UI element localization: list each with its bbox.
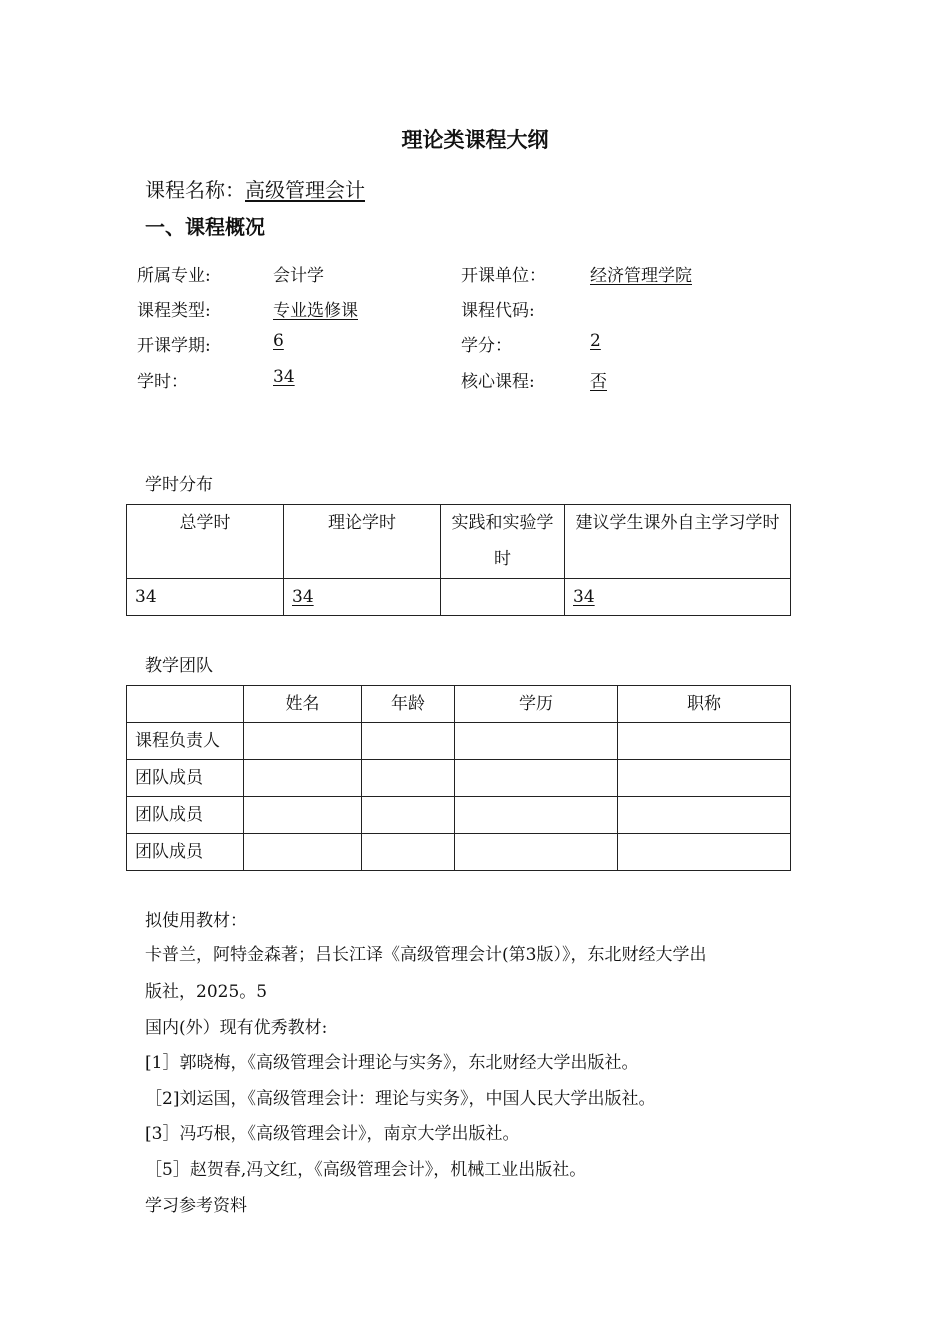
hours-value-total: 34 xyxy=(127,579,284,616)
team-age-cell xyxy=(362,723,455,760)
team-name-cell xyxy=(244,834,362,871)
team-name-cell xyxy=(244,797,362,834)
type-label: 课程类型: xyxy=(137,301,211,321)
dept-value: 经济管理学院 xyxy=(590,266,692,286)
team-age-cell xyxy=(362,760,455,797)
team-education-cell xyxy=(455,797,618,834)
team-header-education: 学历 xyxy=(455,686,618,723)
reference-item: ［5］赵贺春,冯文红，《高级管理会计》，机械工业出版社。 xyxy=(145,1160,587,1180)
team-education-cell xyxy=(455,834,618,871)
textbook-label: 拟使用教材： xyxy=(145,911,247,931)
team-name-cell xyxy=(244,723,362,760)
hours-table xyxy=(126,504,791,616)
textbook-line-2: 版社，2025。5 xyxy=(145,982,268,1002)
team-title-cell xyxy=(618,834,791,871)
hours-value-theory: 34 xyxy=(284,579,441,616)
team-header-title: 职称 xyxy=(618,686,791,723)
team-role-cell: 团队成员 xyxy=(127,834,244,871)
team-age-cell xyxy=(362,834,455,871)
team-education-cell xyxy=(455,760,618,797)
team-education-cell xyxy=(455,723,618,760)
team-table-caption: 教学团队 xyxy=(145,656,213,676)
document-title: 理论类课程大纲 xyxy=(401,128,549,152)
hours-header-practice: 实践和实验学时 xyxy=(441,505,565,579)
major-label: 所属专业: xyxy=(137,266,211,286)
table-row xyxy=(127,723,791,760)
hours-header-selfstudy: 建议学生课外自主学习学时 xyxy=(565,505,791,579)
reference-item: ［2]刘运国，《高级管理会计：理论与实务》，中国人民大学出版社。 xyxy=(145,1089,656,1109)
table-row xyxy=(127,760,791,797)
references-label: 国内(外）现有优秀教材: xyxy=(145,1018,328,1038)
team-table-header-row xyxy=(127,686,791,723)
hours-label: 学时： xyxy=(137,372,188,392)
type-value: 专业选修课 xyxy=(273,301,358,321)
team-name-cell xyxy=(244,760,362,797)
core-value: 否 xyxy=(590,372,607,392)
hours-value-practice xyxy=(441,579,565,616)
hours-header-total: 总学时 xyxy=(127,505,284,579)
team-age-cell xyxy=(362,797,455,834)
credit-label: 学分： xyxy=(461,336,512,356)
core-label: 核心课程: xyxy=(461,372,535,392)
semester-value: 6 xyxy=(273,331,284,351)
major-value: 会计学 xyxy=(273,266,324,286)
section-heading-overview: 一、课程概况 xyxy=(145,215,265,239)
course-name xyxy=(145,174,365,203)
textbook-line-1: 卡普兰，阿特金森著；吕长江译《高级管理会计(第3版）》，东北财经大学出 xyxy=(145,945,707,965)
team-table xyxy=(126,685,791,871)
team-header-age: 年龄 xyxy=(362,686,455,723)
reference-item: [3］冯巧根，《高级管理会计》，南京大学出版社。 xyxy=(145,1124,520,1144)
team-header-role xyxy=(127,686,244,723)
course-name-value: 高级管理会计 xyxy=(245,178,365,202)
hours-value-selfstudy: 34 xyxy=(565,579,791,616)
team-role-cell: 团队成员 xyxy=(127,760,244,797)
table-row xyxy=(127,797,791,834)
table-row xyxy=(127,834,791,871)
team-title-cell xyxy=(618,723,791,760)
team-role-cell: 课程负责人 xyxy=(127,723,244,760)
team-role-cell: 团队成员 xyxy=(127,797,244,834)
team-title-cell xyxy=(618,760,791,797)
dept-label: 开课单位： xyxy=(461,266,546,286)
hours-table-header-row xyxy=(127,505,791,579)
team-header-name: 姓名 xyxy=(244,686,362,723)
reference-item: [1］郭晓梅，《高级管理会计理论与实务》，东北财经大学出版社。 xyxy=(145,1053,639,1073)
semester-label: 开课学期: xyxy=(137,336,211,356)
credit-value: 2 xyxy=(590,331,601,351)
course-name-label: 课程名称： xyxy=(145,178,245,202)
hours-value: 34 xyxy=(273,367,295,387)
hours-header-theory: 理论学时 xyxy=(284,505,441,579)
team-title-cell xyxy=(618,797,791,834)
hours-table-caption: 学时分布 xyxy=(145,475,213,495)
study-reference-label: 学习参考资料 xyxy=(145,1196,247,1216)
code-label: 课程代码: xyxy=(461,301,535,321)
hours-table-value-row xyxy=(127,579,791,616)
